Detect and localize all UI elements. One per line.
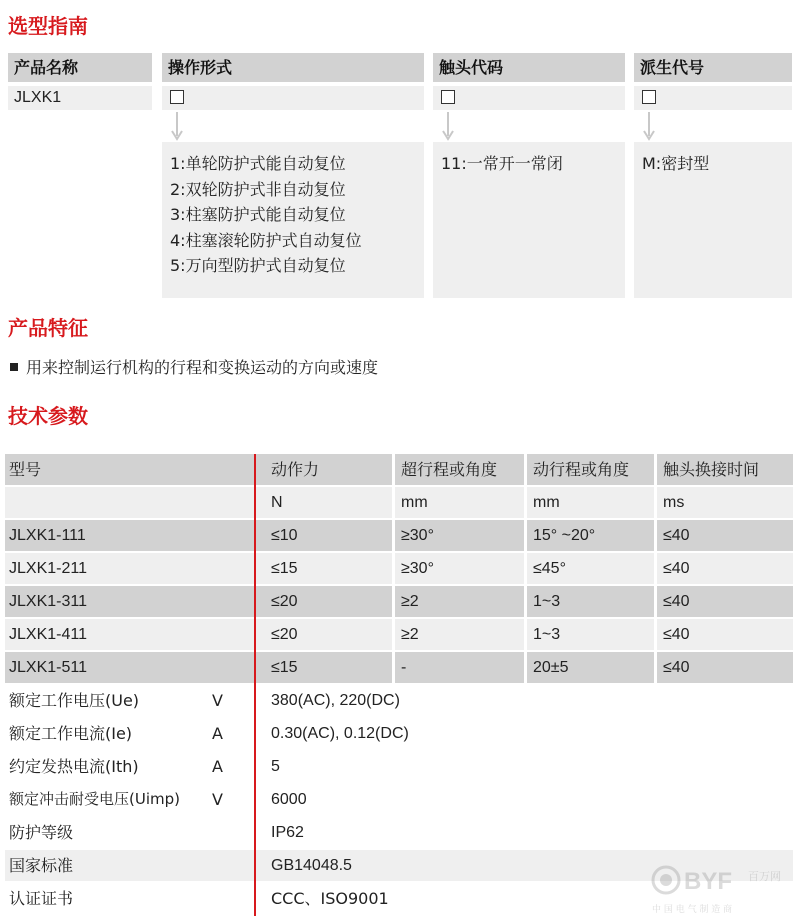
- guide-header-derived: 派生代号: [634, 53, 792, 82]
- guide-header-operation: 操作形式: [162, 53, 424, 82]
- cell-param-value: CCC、ISO9001: [271, 889, 389, 908]
- table-divider-line: [254, 454, 256, 916]
- cell-param-value: 5: [271, 758, 280, 775]
- cell-switch-time: ≤40: [663, 626, 690, 643]
- section-title-guide: 选型指南: [8, 14, 88, 38]
- derived-placeholder-box: [642, 90, 656, 104]
- cell-param-unit: A: [212, 757, 223, 776]
- option-item: 2:双轮防护式非自动复位: [170, 179, 346, 199]
- unit-force: N: [271, 494, 283, 511]
- table-row: [5, 817, 793, 848]
- cell-param-value: 0.30(AC), 0.12(DC): [271, 725, 409, 742]
- cell-param-name: 额定冲击耐受电压(Uimp): [9, 790, 180, 808]
- feature-text: 用来控制运行机构的行程和变换运动的方向或速度: [26, 358, 379, 377]
- watermark-logo: [650, 858, 795, 918]
- section-title-tech: 技术参数: [8, 404, 88, 428]
- arrow-down-icon: [171, 112, 183, 142]
- watermark-cn-top: 百万网: [748, 870, 781, 883]
- cell-param-name: 约定发热电流(Ith): [9, 757, 139, 776]
- cell-param-name: 额定工作电压(Ue): [9, 691, 140, 710]
- operation-placeholder-box: [170, 90, 184, 104]
- contact-options: [433, 142, 625, 298]
- cell-param-value: IP62: [271, 824, 304, 841]
- guide-header-contact: 触头代码: [433, 53, 625, 82]
- cell-overtravel: -: [401, 659, 407, 676]
- cell-travel: ≤45°: [533, 560, 566, 577]
- cell-param-name: 防护等级: [9, 823, 74, 842]
- th-force: 动作力: [271, 460, 320, 479]
- cell-param-name: 额定工作电流(Ie): [9, 724, 133, 743]
- guide-operation-cell: [162, 86, 424, 110]
- unit-switch-time: ms: [663, 494, 685, 511]
- cell-model: JLXK1-311: [9, 593, 87, 610]
- option-item: M:密封型: [642, 154, 710, 173]
- feature-item: [10, 355, 378, 378]
- table-row: [5, 751, 793, 782]
- option-item: 3:柱塞防护式能自动复位: [170, 205, 346, 224]
- operation-options: [162, 142, 424, 298]
- contact-placeholder-box: [441, 90, 455, 104]
- th-overtravel: 超行程或角度: [401, 460, 498, 479]
- cell-param-unit: V: [212, 691, 223, 710]
- section-title-features: 产品特征: [8, 316, 88, 340]
- option-item: 11:一常开一常闭: [441, 154, 563, 173]
- th-model: 型号: [9, 460, 42, 479]
- option-item: 5:万向型防护式自动复位: [170, 256, 346, 275]
- cell-model: JLXK1-411: [9, 626, 87, 643]
- table-units-row: [5, 487, 793, 518]
- cell-param-value: 6000: [271, 791, 307, 808]
- watermark-brand: BYF: [684, 868, 732, 895]
- cell-force: ≤15: [271, 659, 298, 676]
- cell-travel: 1~3: [533, 593, 561, 610]
- table-row: [5, 652, 793, 683]
- cell-force: ≤10: [271, 527, 298, 544]
- cell-travel: 1~3: [533, 626, 561, 643]
- cell-overtravel: ≥30°: [401, 560, 434, 577]
- cell-param-value: GB14048.5: [271, 857, 352, 874]
- option-item: 1:单轮防护式能自动复位: [170, 154, 346, 173]
- cell-overtravel: ≥2: [401, 593, 419, 610]
- option-item: 4:柱塞滚轮防护式自动复位: [170, 230, 362, 250]
- guide-derived-cell: [634, 86, 792, 110]
- cell-switch-time: ≤40: [663, 560, 690, 577]
- unit-travel: mm: [533, 494, 560, 511]
- table-row: [5, 553, 793, 584]
- derived-options: [634, 142, 792, 298]
- cell-switch-time: ≤40: [663, 593, 690, 610]
- th-switch-time: 触头换接时间: [663, 460, 760, 479]
- cell-force: ≤20: [271, 626, 298, 643]
- cell-switch-time: ≤40: [663, 527, 690, 544]
- cell-param-name: 认证证书: [9, 889, 74, 908]
- cell-travel: 15° ~20°: [533, 527, 596, 544]
- table-row: [5, 586, 793, 617]
- table-row: [5, 619, 793, 650]
- cell-param-unit: A: [212, 724, 223, 743]
- table-row: [5, 520, 793, 551]
- guide-product-name: JLXK1: [8, 86, 152, 110]
- cell-param-name: 国家标准: [9, 856, 74, 875]
- cell-switch-time: ≤40: [663, 659, 690, 676]
- cell-travel: 20±5: [533, 659, 569, 676]
- arrow-down-icon: [442, 112, 454, 142]
- cell-model: JLXK1-511: [9, 659, 87, 676]
- guide-header-product: 产品名称: [8, 53, 152, 82]
- table-row: [5, 784, 793, 815]
- table-row: [5, 685, 793, 716]
- cell-overtravel: ≥30°: [401, 527, 434, 544]
- table-header-row: [5, 454, 793, 485]
- cell-force: ≤15: [271, 560, 298, 577]
- guide-contact-cell: [433, 86, 625, 110]
- cell-overtravel: ≥2: [401, 626, 419, 643]
- arrow-down-icon: [643, 112, 655, 142]
- watermark-cn-bottom: 中 国 电 气 制 造 商: [652, 905, 733, 915]
- cell-model: JLXK1-111: [9, 527, 86, 544]
- table-row: [5, 718, 793, 749]
- cell-param-value: 380(AC), 220(DC): [271, 692, 400, 709]
- bullet-square-icon: [10, 363, 18, 371]
- th-travel: 动行程或角度: [533, 460, 630, 479]
- cell-force: ≤20: [271, 593, 298, 610]
- cell-param-unit: V: [212, 790, 223, 809]
- cell-model: JLXK1-211: [9, 560, 87, 577]
- unit-overtravel: mm: [401, 494, 428, 511]
